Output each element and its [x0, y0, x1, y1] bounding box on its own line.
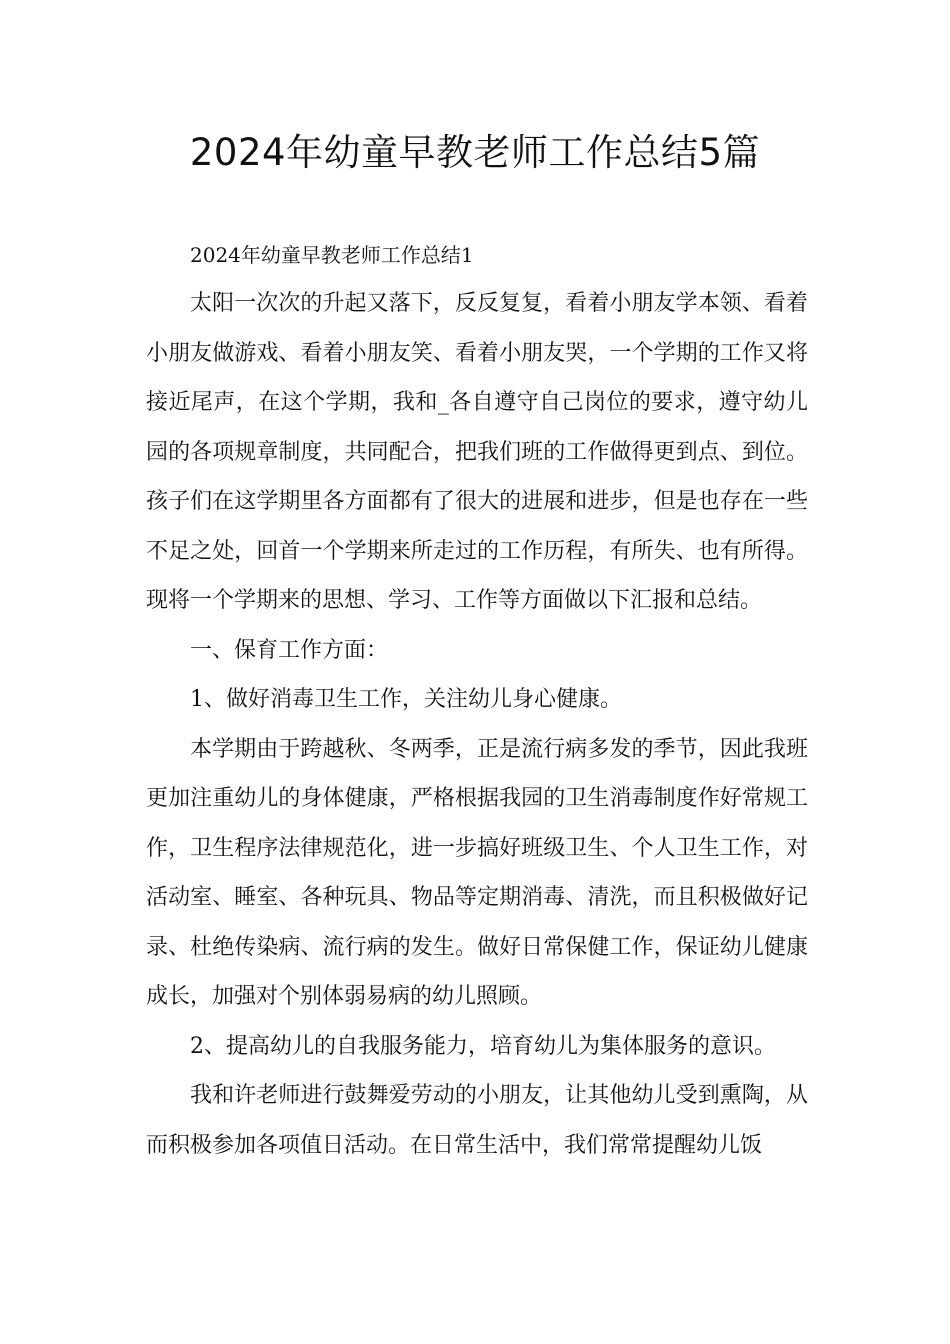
item-heading-hygiene: 1、做好消毒卫生工作，关注幼儿身心健康。 — [190, 687, 622, 712]
section-subtitle: 2024年幼童早教老师工作总结1 — [190, 243, 474, 267]
item-heading-self-service: 2、提高幼儿的自我服务能力，培育幼儿为集体服务的意识。 — [190, 1033, 776, 1059]
item-paragraph-self-service: 我和许老师进行鼓舞爱劳动的小朋友，让其他幼儿受到熏陶，从而积极参加各项值日活动。在日常生活中，我们常常提醒幼儿饭 — [146, 1083, 808, 1158]
intro-paragraph: 太阳一次次的升起又落下，反反复复，看着小朋友学本领、看着小朋友做游戏、看着小朋友笑、看着小朋友哭，一个学期的工作又将接近尾声，在这个学期，我和_各自遵守自己岗位的要求，遵守幼儿园的各项规章制度，共同配合，把我们班的工作做得更到点、到位。孩子们在这学期里各方面都有了很大的进展和进步，但是也存在一些不足之处，回首一个学期来所走过的工作历程，有所失、也有所得。现将一个学期来的思想、学习、工作等方面做以下汇报和总结。 — [146, 291, 808, 613]
document-title: 2024年幼童早教老师工作总结5篇 — [189, 131, 761, 174]
section-heading-childcare: 一、保育工作方面： — [190, 637, 389, 663]
document-body — [146, 231, 808, 1170]
item-paragraph-hygiene: 本学期由于跨越秋、冬两季，正是流行病多发的季节，因此我班更加注重幼儿的身体健康，严格根据我园的卫生消毒制度作好常规工作，卫生程序法律规范化，进一步搞好班级卫生、个人卫生工作，对活动室、睡室、各种玩具、物品等定期消毒、清洗，而且积极做好记录、杜绝传染病、流行病的发生。做好日常保健工作，保证幼儿健康成长，加强对个别体弱易病的幼儿照顾。 — [146, 736, 808, 1009]
